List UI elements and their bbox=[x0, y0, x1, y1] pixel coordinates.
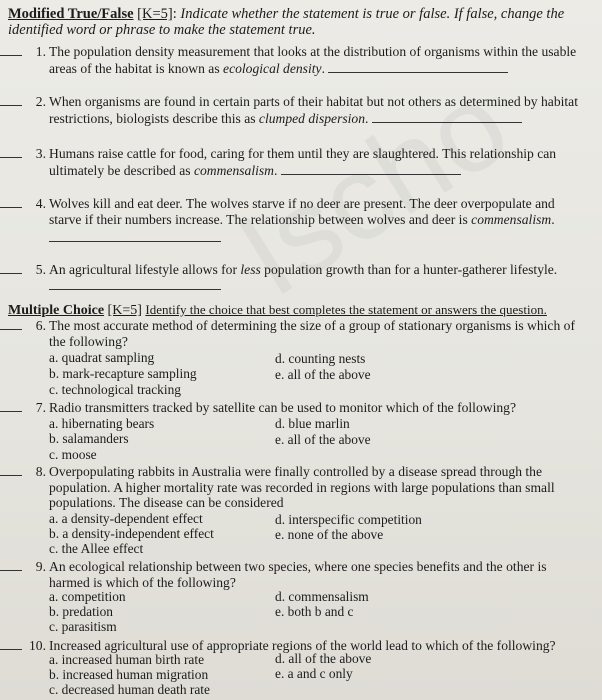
identified-term: commensalism bbox=[193, 162, 274, 178]
answer-blank[interactable] bbox=[0, 105, 22, 106]
option-a[interactable]: a. hibernating bears bbox=[49, 416, 155, 431]
option-d[interactable]: d. blue marlin bbox=[275, 416, 350, 431]
correction-blank[interactable] bbox=[372, 110, 522, 123]
mc-section-header bbox=[8, 302, 598, 319]
tf-section-header: Modified True/False [K=5]: Indicate whether the statement is true or false. If false, change the identified word or phrase to make the statement true. bbox=[8, 6, 565, 38]
identified-term: commensalism bbox=[471, 211, 552, 227]
question-text: Overpopulating rabbits in Australia were finally controlled by a disease spread through the population. A higher mortality rate was recorded in regions with large populations than small populations. The disease can be considered bbox=[49, 464, 555, 510]
mc-section-instructions: Identify the choice that best completes the statement or answers the question. bbox=[145, 302, 547, 317]
option-b[interactable]: b. a density-independent effect bbox=[49, 526, 214, 541]
option-a[interactable]: a. increased human birth rate bbox=[49, 652, 205, 667]
question-number: 4. bbox=[35, 196, 46, 211]
option-d[interactable]: d. counting nests bbox=[275, 351, 366, 366]
option-c[interactable]: c. the Allee effect bbox=[49, 541, 144, 556]
mc-section-points: [K=5] bbox=[107, 303, 142, 318]
tf-section-instructions: Indicate whether the statement is true or false. If false, change the identified word or phrase to make the statement true. bbox=[8, 6, 565, 38]
option-e[interactable]: e. all of the above bbox=[275, 367, 371, 382]
correction-blank[interactable] bbox=[328, 60, 508, 73]
option-d[interactable]: d. interspecific competition bbox=[275, 512, 422, 527]
option-d[interactable]: d. commensalism bbox=[275, 589, 369, 604]
tf-section-points: [K=5] bbox=[137, 6, 173, 22]
option-e[interactable]: e. all of the above bbox=[275, 432, 371, 447]
option-b[interactable]: b. salamanders bbox=[49, 431, 129, 446]
question-number: 7. bbox=[35, 400, 46, 415]
option-a[interactable]: a. a density-dependent effect bbox=[49, 511, 203, 526]
option-a[interactable]: a. quadrat sampling bbox=[49, 350, 155, 365]
correction-blank[interactable] bbox=[49, 289, 221, 290]
option-b[interactable]: b. predation bbox=[49, 604, 113, 619]
mc-section-title: Multiple Choice bbox=[8, 303, 105, 318]
question-number: 2. bbox=[35, 94, 46, 109]
question-number: 9. bbox=[35, 559, 46, 574]
correction-blank[interactable] bbox=[281, 162, 461, 175]
option-d[interactable]: d. all of the above bbox=[275, 651, 372, 666]
option-c[interactable]: c. moose bbox=[49, 447, 97, 462]
question-text: Increased agricultural use of appropriate regions of the world lead to which of the following? bbox=[49, 638, 556, 653]
question-text: When organisms are found in certain parts of their habitat but not others as determined by habitat restrictions, biologists describe this as clumped dispersion. bbox=[49, 94, 578, 126]
question-text: Humans raise cattle for food, caring for them until they are slaughtered. This relationship can ultimately be described as commensalism. bbox=[49, 146, 557, 178]
question-number: 5. bbox=[35, 262, 46, 277]
answer-blank[interactable] bbox=[0, 649, 22, 650]
question-text: An agricultural lifestyle allows for less population growth than for a hunter-gatherer lifestyle. bbox=[49, 262, 558, 277]
option-c[interactable]: c. decreased human death rate bbox=[49, 682, 210, 697]
question-text: An ecological relationship between two species, where one species benefits and the other is harmed is which of the following? bbox=[49, 559, 547, 590]
option-e[interactable]: e. a and c only bbox=[275, 666, 353, 681]
option-b[interactable]: b. mark-recapture sampling bbox=[49, 366, 197, 381]
question-number: 10. bbox=[29, 638, 46, 653]
question-number: 1. bbox=[35, 44, 46, 59]
answer-blank[interactable] bbox=[0, 411, 22, 412]
option-b[interactable]: b. increased human migration bbox=[49, 667, 209, 682]
tf-section-title: Modified True/False bbox=[8, 6, 134, 22]
question-number: 3. bbox=[35, 146, 46, 161]
answer-blank[interactable] bbox=[0, 475, 22, 476]
answer-blank[interactable] bbox=[0, 570, 22, 571]
question-text: The population density measurement that looks at the distribution of organisms within the usable areas of the habitat is known as ecological density. bbox=[49, 44, 577, 76]
question-number: 6. bbox=[35, 318, 46, 333]
option-a[interactable]: a. competition bbox=[49, 589, 126, 604]
answer-blank[interactable] bbox=[0, 55, 22, 56]
correction-blank[interactable] bbox=[49, 241, 221, 242]
question-text: Wolves kill and eat deer. The wolves starve if no deer are present. The deer overpopulate and starve if their numbers increase. The relationship between wolves and deer is commensalism. bbox=[49, 196, 555, 227]
answer-blank[interactable] bbox=[0, 329, 22, 330]
option-e[interactable]: e. none of the above bbox=[275, 527, 384, 542]
option-e[interactable]: e. both b and c bbox=[275, 604, 354, 619]
question-text: Radio transmitters tracked by satellite can be used to monitor which of the following? bbox=[49, 400, 516, 415]
question-text: The most accurate method of determining the size of a group of stationary organisms is which of the following? bbox=[49, 318, 575, 349]
question-number: 8. bbox=[35, 464, 46, 479]
answer-blank[interactable] bbox=[0, 157, 22, 158]
option-c[interactable]: c. technological tracking bbox=[49, 382, 181, 397]
answer-blank[interactable] bbox=[0, 273, 22, 274]
answer-blank[interactable] bbox=[0, 207, 22, 208]
identified-term: clumped dispersion bbox=[258, 110, 366, 126]
identified-term: ecological density bbox=[223, 60, 322, 76]
option-c[interactable]: c. parasitism bbox=[49, 619, 117, 634]
identified-term: less bbox=[240, 262, 261, 277]
